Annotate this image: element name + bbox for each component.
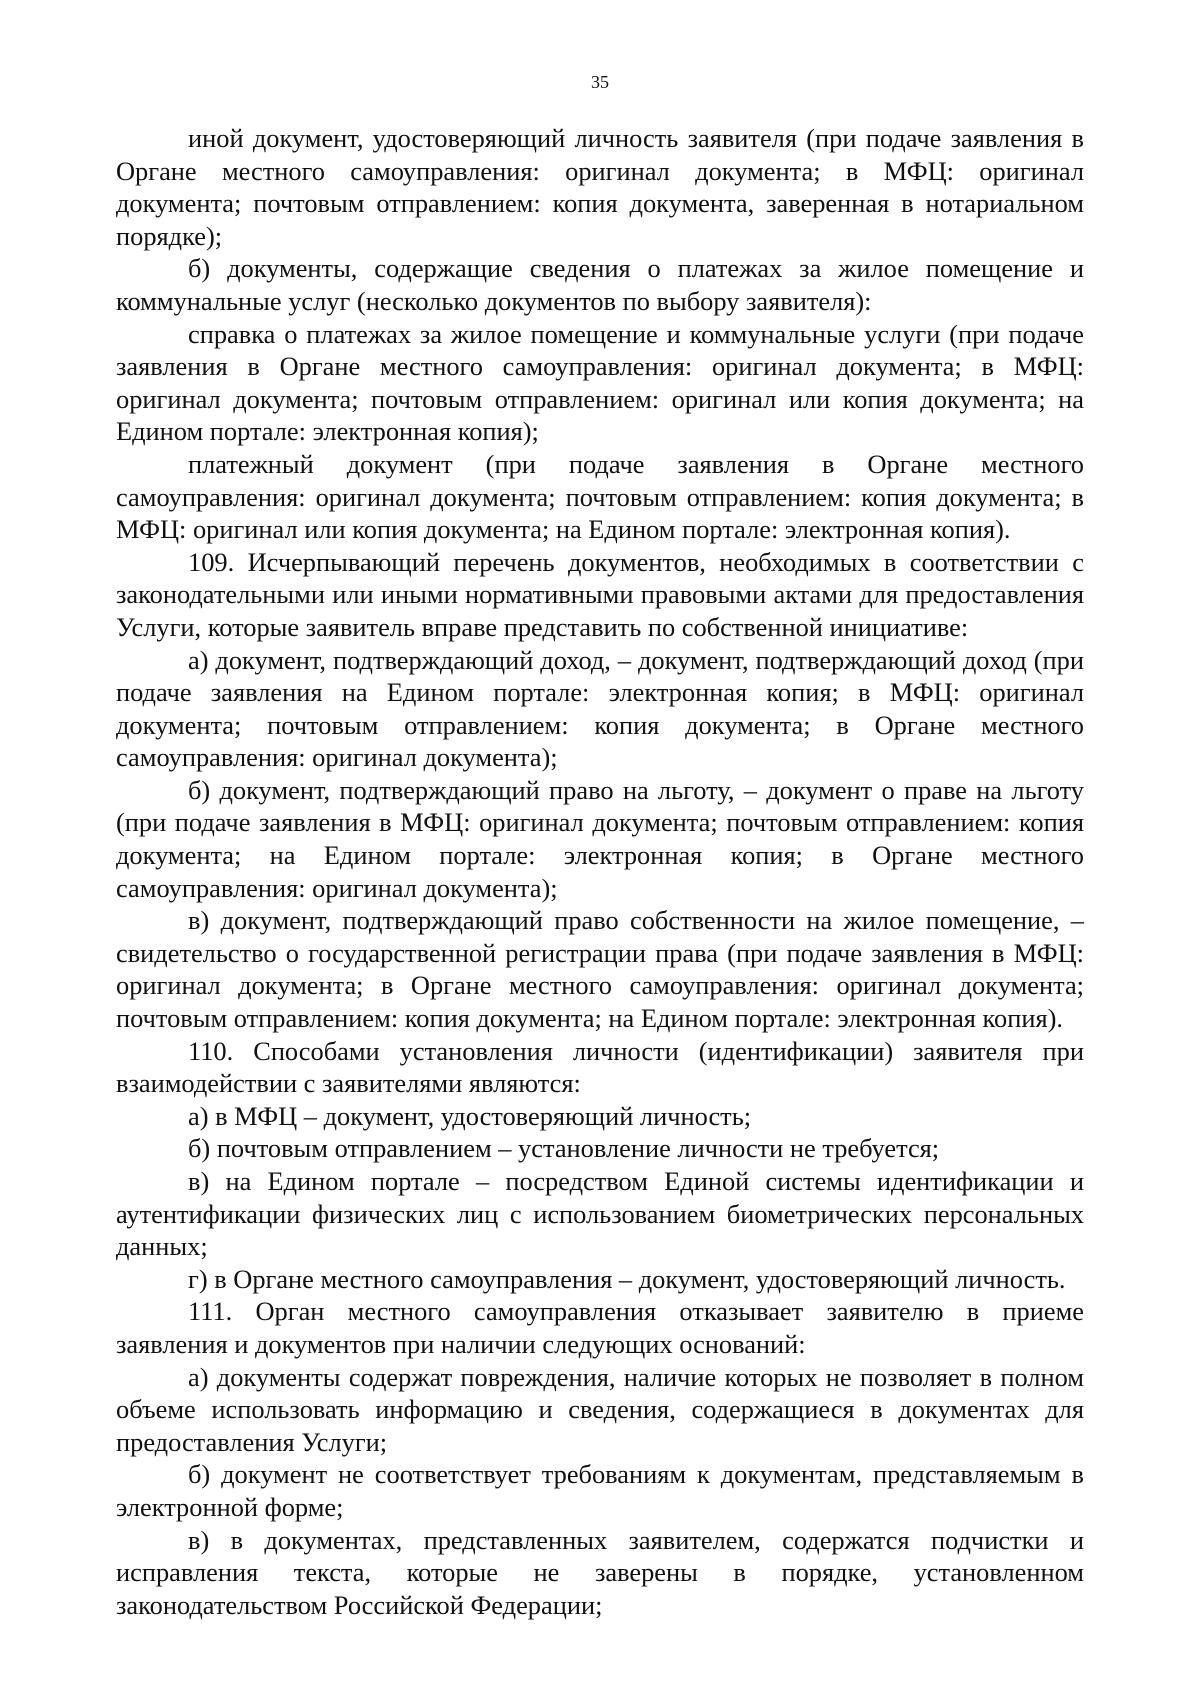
paragraph-other-id-document: иной документ, удостоверяющий личность заявителя (при подаче заявления в Органе местного самоуправления: оригинал документа; в МФЦ: оригинал документа; почтовым отправлением: копия документа, заверенная в нотариальном порядке); <box>116 123 1084 251</box>
paragraph-110-g: г) в Органе местного самоуправления – документ, удостоверяющий личность. <box>188 1263 1066 1294</box>
paragraph-111: 111. Орган местного самоуправления отказывает заявителю в приеме заявления и документов при наличии следующих оснований: <box>116 1296 1084 1359</box>
page-number: 35 <box>591 72 609 92</box>
paragraph-110: 110. Способами установления личности (идентификации) заявителя при взаимодействии с заявителями являются: <box>116 1035 1084 1099</box>
paragraph-payment-documents: б) документы, содержащие сведения о платежах за жилое помещение и коммунальные услуг (несколько документов по выбору заявителя): <box>116 253 1084 316</box>
document-body <box>116 122 1084 1621</box>
paragraph-payment-document: платежный документ (при подаче заявления в Органе местного самоуправления: оригинал документа; почтовым отправлением: копия документа; в МФЦ: оригинал или копия документа; на Едином портале: электронная копия). <box>116 448 1084 545</box>
paragraph-111-b: б) документ не соответствует требованиям к документам, представляемым в электронной форме; <box>116 1459 1084 1522</box>
paragraph-109: 109. Исчерпывающий перечень документов, необходимых в соответствии с законодательными или иными нормативными правовыми актами для предоставления Услуги, которые заявитель вправе представить по собственной инициативе: <box>116 546 1084 642</box>
paragraph-109-b: б) документ, подтверждающий право на льготу, – документ о праве на льготу (при подаче заявления в МФЦ: оригинал документа; почтовым отправлением: копия документа; на Едином портале: электронная копия; в Органе местного самоуправления: оригинал документа); <box>116 774 1084 903</box>
paragraph-111-v: в) в документах, представленных заявителем, содержатся подчистки и исправления текста, которые не заверены в порядке, установленном законодательством Российской Федерации; <box>116 1524 1084 1620</box>
paragraph-109-v: в) документ, подтверждающий право собственности на жилое помещение, – свидетельство о государственной регистрации права (при подаче заявления в МФЦ: оригинал документа; в Органе местного самоуправления: оригинал документа; почтовым отправлением: копия документа; на Едином портале: электронная копия). <box>116 905 1084 1034</box>
paragraph-110-v: в) на Едином портале – посредством Единой системы идентификации и аутентификации физических лиц с использованием биометрических персональных данных; <box>116 1166 1084 1262</box>
paragraph-payment-certificate: справка о платежах за жилое помещение и коммунальные услуги (при подаче заявления в Органе местного самоуправления: оригинал документа; в МФЦ: оригинал документа; почтовым отправлением: оригинал или копия документа; на Едином портале: электронная копия); <box>116 318 1084 447</box>
paragraph-110-b: б) почтовым отправлением – установление личности не требуется; <box>188 1133 940 1164</box>
paragraph-109-a: а) документ, подтверждающий доход, – документ, подтверждающий доход (при подаче заявления на Едином портале: электронная копия; в МФЦ: оригинал документа; почтовым отправлением: копия документа; в Органе местного самоуправления: оригинал документа); <box>116 644 1084 773</box>
paragraph-111-a: а) документы содержат повреждения, наличие которых не позволяет в полном объеме использовать информацию и сведения, содержащиеся в документах для предоставления Услуги; <box>116 1361 1084 1457</box>
paragraph-110-a: а) в МФЦ – документ, удостоверяющий личность; <box>188 1100 752 1131</box>
